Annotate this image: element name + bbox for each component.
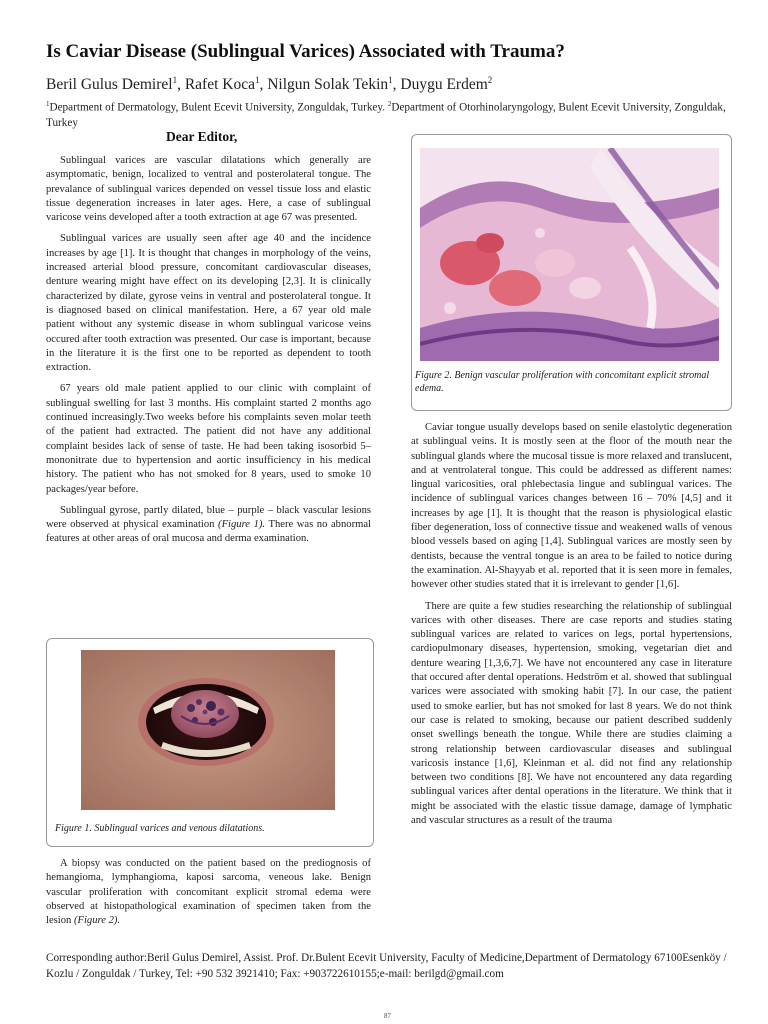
paragraph: There are quite a few studies researching the relationship of sublingual varices with other diseases. There are case reports and studies stating sublingual varices are related to varices on legs, portal hypertensions, cardiopulmonary diseases, hypertension, smoking, vegetarian diet and denture wearing [1,3,6,7]. We have not encountered any case in literature that occured after dental operations. Hedström et al. showed that sublingual varices were associated with smoking habit [7]. In our case, the patient used to smoke earlier, but has not smoked for last 8 years. We do not think our case is related to smoking, because our patient described suddenly onset swellings beneath the tongue. While there are studies claiming a strong relationship between cardiovascular diseases and sublingual varicosis instance [1,6], Kleinman et al. did not find any relationship between two conditions [8]. We have not encountered any data regarding sublingual varices after dental operations in the literature. We think that it might be associated with the elastic tissue damage, damage of lymphatic and vascular structures as a result of the trauma [411,600,732,827]
figure-reference: (Figure 1). [218,519,266,531]
left-column [46,154,371,554]
author-affil-sup: 2 [487,75,493,85]
author-list: Beril Gulus Demirel$^1$, Rafet Koca$^1$, Nilgun Solak Tekin$^1$, Duygu Erdem$^2$ [46,75,493,94]
figure-2-histology [420,148,719,361]
page-number: 87 [384,1012,391,1020]
paragraph: 67 years old male patient applied to our clinic with complaint of sublingual swelling for last 3 months. His complaint started 2 months ago continued increasingly.Two weeks before his complaints seven molar teeth of the patient had extracted. The patient did not have any additional complaint besides lack of sense of taste. He had been taking isosorbid 5–mononitrate due to hypertension and aortic insufficiency in his medical history. The patient who has not smoked for 8 years, used to smoke 10 packages/year before. [46,383,371,495]
author-name: Rafet Koca [184,76,255,94]
paragraph-text: A biopsy was conducted on the patient based on the prediognosis of hemangioma, lymphangioma, kaposi sarcoma, veneous lake. Benign vascular proliferation with concomitant explicit stromal edema were observed at histopathological examination of specimen taken from the lesion [46,858,371,927]
author-affil-sup: 1 [388,75,393,85]
left-column-bottom [46,857,371,935]
author-name: Nilgun Solak Tekin [267,76,389,94]
figure-2-caption: Figure 2. Benign vascular proliferation with concomitant explicit stromal edema. [415,370,710,394]
affiliations [46,97,736,131]
article-title: Is Caviar Disease (Sublingual Varices) Associated with Trauma? [46,41,565,62]
author-affil-sup: 1 [172,75,178,85]
tongue-photo-illustration [81,650,335,810]
author-affil-sup: 1 [254,75,260,85]
paragraph: Sublingual varices are vascular dilatations which generally are asymptomatic, benign, localized to ventral and posterolateral tongue. The prevalance of sublingual varices depended on vessel tissue loss and elastic tissue degeneration increases in later ages. Here, a case of sublingual varicose veins developed after a tooth extraction at age 67 was presented. [46,155,371,224]
affiliation-1: Department of Dermatology, Bulent Ecevit University, Zonguldak, Turkey. [49,101,386,114]
author-name: Duygu Erdem [400,76,488,94]
figure-1-caption: Figure 1. Sublingual varices and venous dilatations. [55,823,265,834]
paragraph-text: There was no abnormal features at other areas of oral mucosa and derma examination. [46,519,371,545]
figure-2 [411,134,732,411]
author-name: Beril Gulus Demirel [46,76,173,94]
histology-illustration [420,148,719,361]
salutation: Dear Editor, [166,129,238,144]
paragraph-text: Sublingual gyrose, partly dilated, blue – purple – black vascular lesions were observed at physical examination [46,504,371,531]
affil-sup: 2 [387,100,392,108]
paragraph: Sublingual varices are usually seen after age 40 and the incidence increases by age [1]. It is thought that changes in morphology of the veins, increased arterial blood pressure, concomitant cardiovascular diseases, denture wearing might have effect on its developing [2,3]. It is clinically characterized by dilate, gyrose veins in ventral and posterolateral tongue. It is diagnosed based on clinical manifestation. Here, a 67 year old male patient without any systemic disease in whom sublingual varicose veins occured after tooth extraction was presented. Our case is important, because in the literature it is the first one to be reported as dependent to tooth extraction. [46,233,371,374]
affiliation-2: Department of Otorhinolaryngology, Bulent Ecevit University, Zonguldak, Turkey [46,101,726,129]
paragraph: Caviar tongue usually develops based on senile elastolytic degeneration at sublingual veins. It is mostly seen at the floor of the mouth near the sublingual glands where the mucosal tissue is more relaxed and translucent, and at ventrolateral tongue. This could be addressed as different names: lingual varicosities, oral phlebectasia lingue and sublingual varices. The incidence of sublingual varices changes between 16 – 70% [4,5] and it increases by age [1]. It is thought that the reason is physiological elastic fiber degeneration, loss of connective tissue and weakened walls of venous blood vessels based on aging [1,4]. Sublingual varices are mostly seen by dentists, because the ventral tongue is an area to be failed to notice during the examination. Al-Shayyab et al. reported that it is seen more in females, however other studies stated that it is irrelevant to gender [1,6]. [411,422,732,591]
figure-reference: (Figure 2). [73,915,121,927]
paragraph [46,857,371,928]
right-column [411,421,732,835]
paragraph [46,504,371,547]
affil-sup: 1 [46,100,50,108]
figure-1 [46,638,374,847]
corresponding-author-footer: Corresponding author:Beril Gulus Demirel, Assist. Prof. Dr.Bulent Ecevit University, Faculty of Medicine,Department of Dermatology 67100Esenköy / Kozlu / Zonguldak / Turkey, Tel: +90 532 3921410; Fax: +903722610155;e-mail: berilgd@gmail.com [46,952,727,980]
figure-1-photo [81,650,335,810]
